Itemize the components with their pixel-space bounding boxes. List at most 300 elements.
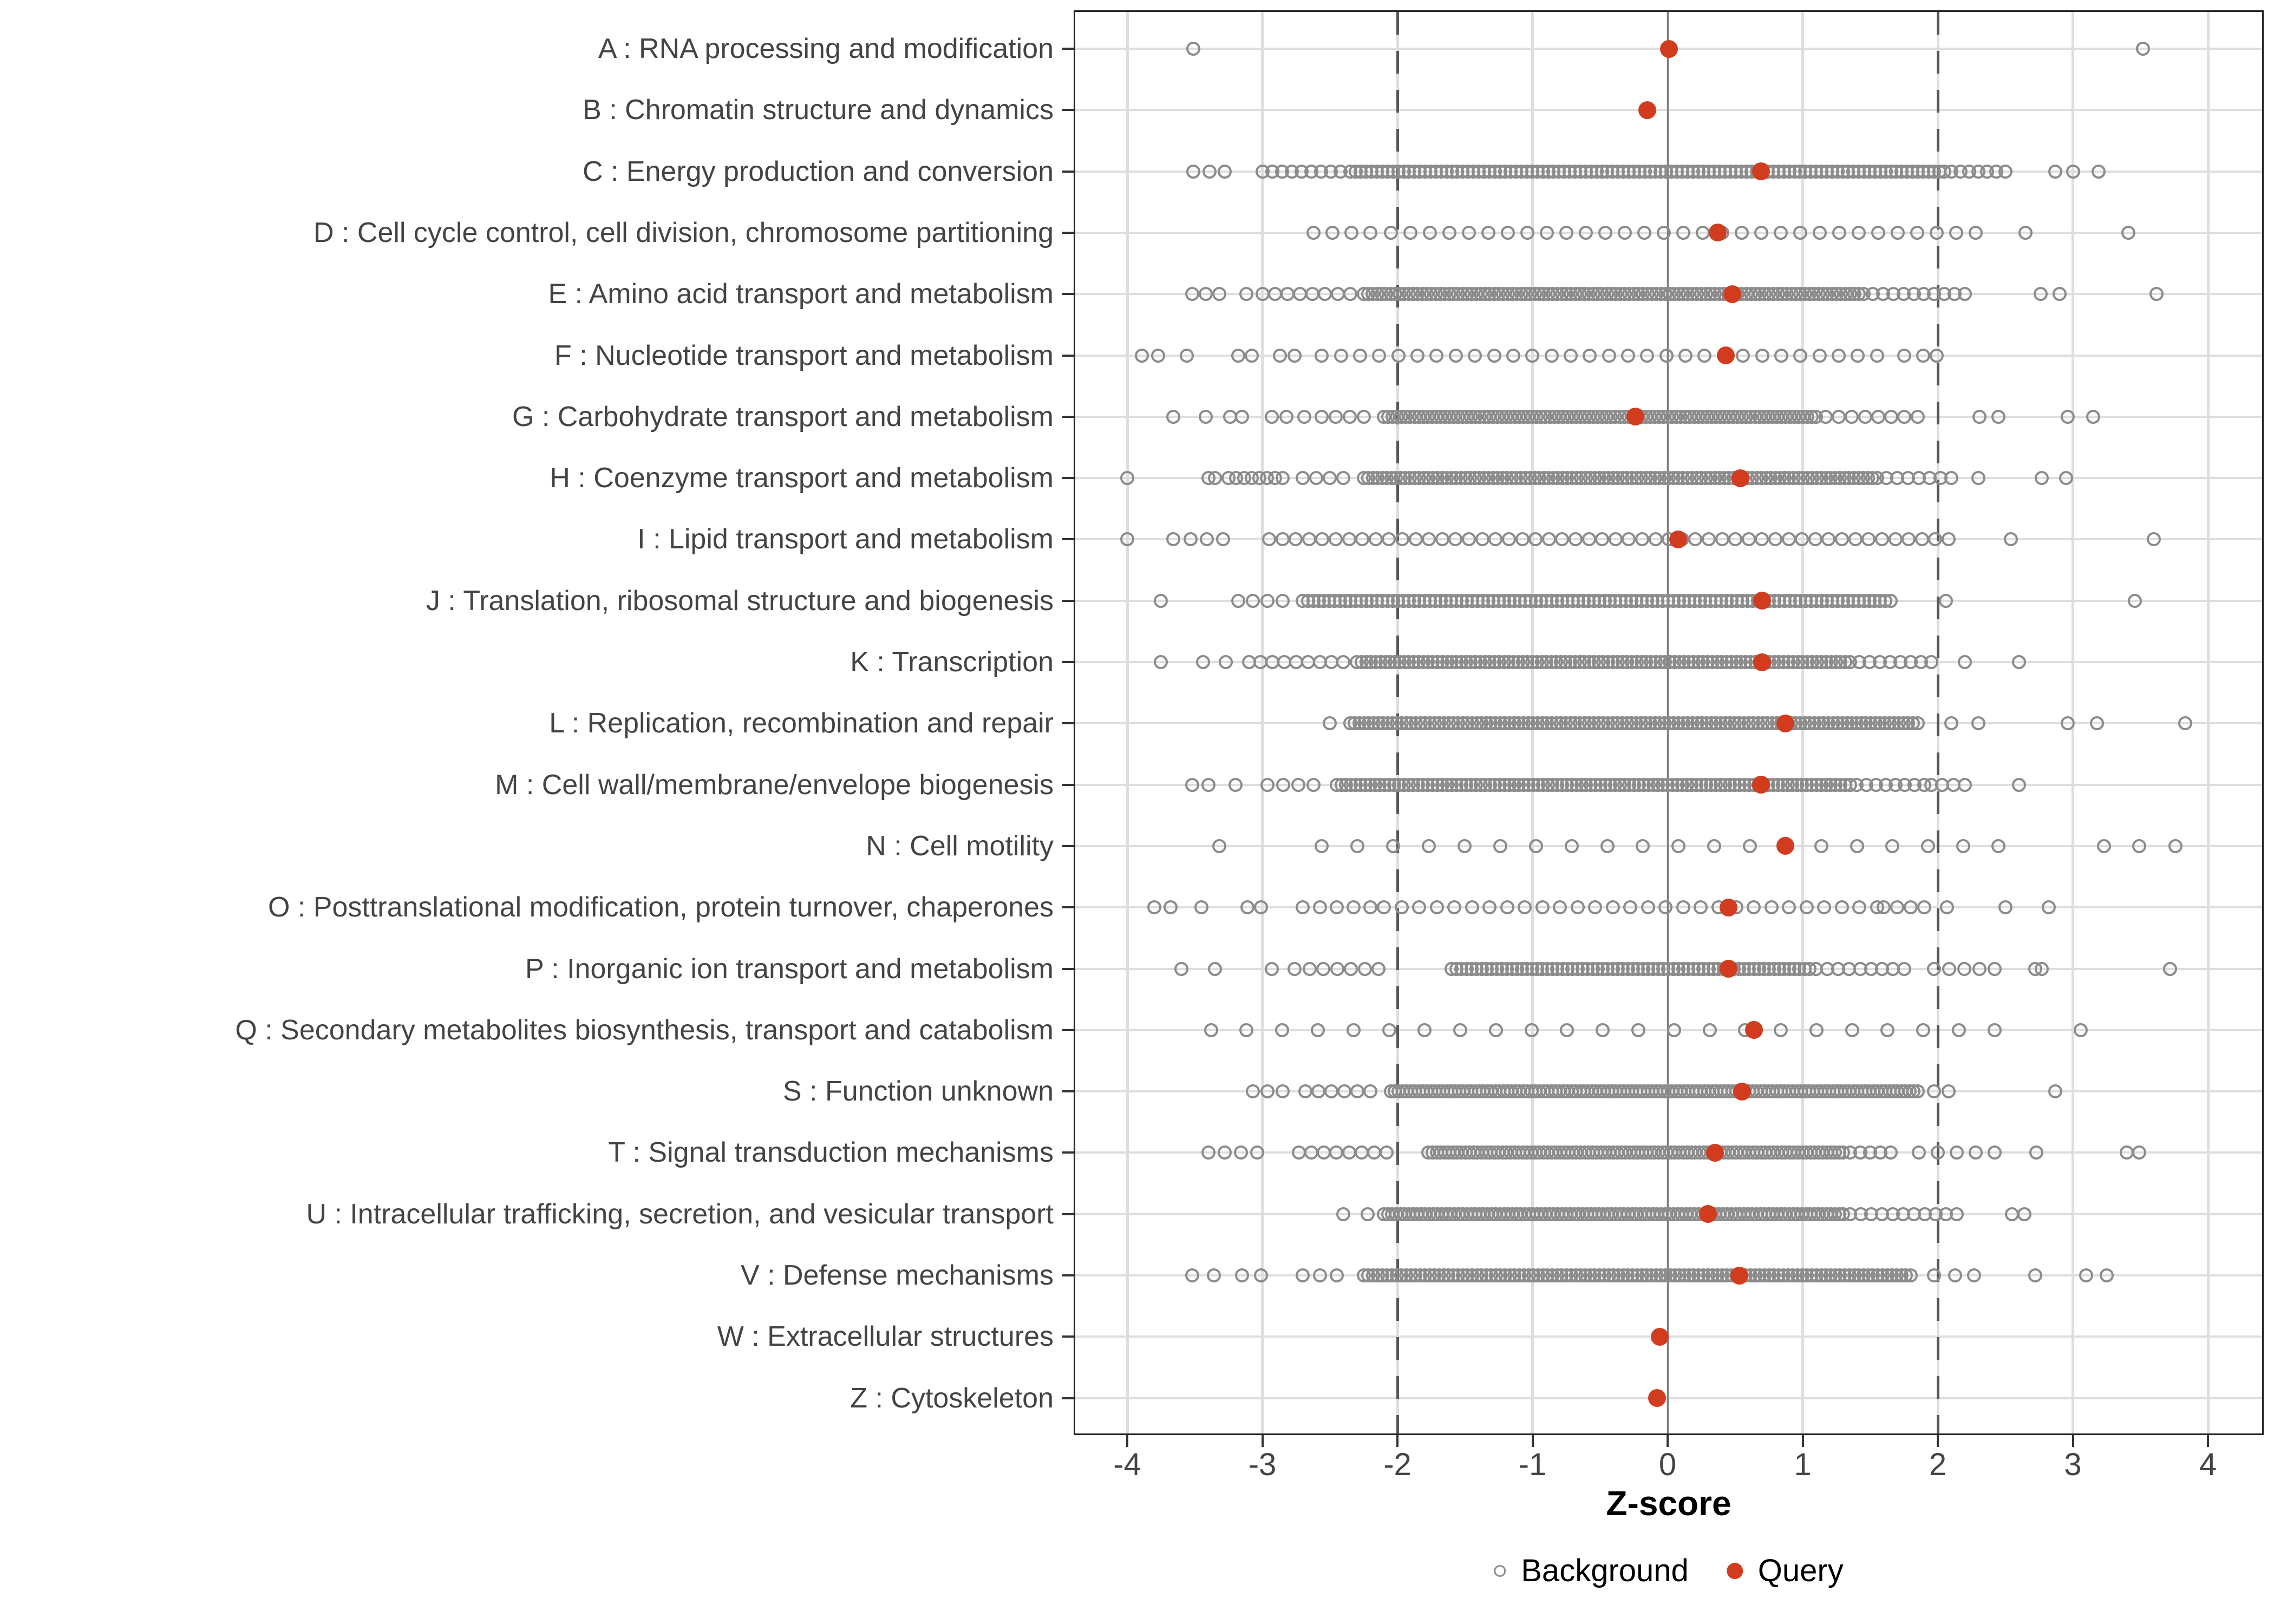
y-axis-tick <box>1062 171 1074 173</box>
y-axis-tick <box>1062 845 1074 847</box>
background-point <box>1291 778 1305 792</box>
background-point <box>1535 900 1550 914</box>
background-point <box>1203 165 1217 179</box>
category-label: D : Cell cycle control, cell division, chromosome partitioning <box>313 217 1054 248</box>
x-axis-tick <box>2072 1435 2074 1447</box>
background-point <box>1911 410 1925 424</box>
category-label: W : Extracellular structures <box>717 1321 1054 1353</box>
x-tick-label: -2 <box>1383 1447 1412 1482</box>
background-point <box>1924 655 1938 669</box>
background-point <box>1357 410 1371 424</box>
background-point <box>1325 226 1339 240</box>
query-point <box>1651 1328 1669 1346</box>
background-point <box>2128 594 2142 608</box>
background-point <box>1565 839 1579 853</box>
background-point <box>1950 1207 1964 1221</box>
query-point <box>1723 285 1741 303</box>
background-point <box>1579 226 1593 240</box>
background-point <box>1832 226 1846 240</box>
x-axis-title: Z-score <box>1606 1484 1731 1523</box>
background-point <box>1988 1023 2002 1037</box>
category-label: L : Replication, recombination and repair <box>549 708 1054 739</box>
category-label: V : Defense mechanisms <box>740 1260 1054 1291</box>
x-axis-tick <box>1262 1435 1264 1447</box>
background-point <box>1640 349 1654 363</box>
background-point <box>1458 839 1472 853</box>
background-point <box>1835 900 1849 914</box>
x-axis-tick <box>1667 1435 1669 1447</box>
category-label: C : Energy production and conversion <box>582 155 1054 187</box>
category-label: O : Posttranslational modification, protein turnover, chaperones <box>267 892 1054 924</box>
y-axis-tick <box>1062 1090 1074 1092</box>
background-point <box>1845 410 1859 424</box>
background-point <box>1889 532 1903 546</box>
background-point <box>1930 349 1944 363</box>
background-point <box>1957 962 1971 976</box>
y-axis-tick <box>1062 1029 1074 1031</box>
background-point <box>1273 349 1287 363</box>
background-point <box>1696 226 1710 240</box>
background-point <box>2163 962 2177 976</box>
background-point <box>1344 962 1358 976</box>
background-point <box>1231 594 1245 608</box>
background-point <box>1971 471 1985 485</box>
background-point <box>1363 226 1377 240</box>
y-axis-tick <box>1062 1274 1074 1276</box>
background-point <box>1276 594 1290 608</box>
background-point <box>1276 1084 1290 1098</box>
x-axis-tick <box>1126 1435 1128 1447</box>
query-point <box>1706 1144 1724 1162</box>
background-point <box>1268 287 1282 301</box>
background-point <box>1288 349 1302 363</box>
legend-query-label: Query <box>1757 1553 1844 1588</box>
background-point <box>1813 349 1827 363</box>
background-point <box>1998 900 2012 914</box>
background-point <box>1755 349 1769 363</box>
x-tick-label: 1 <box>1794 1447 1812 1482</box>
background-point <box>1315 349 1329 363</box>
query-point <box>1731 469 1749 487</box>
category-label: S : Function unknown <box>782 1076 1054 1108</box>
background-point <box>1944 471 1958 485</box>
background-point <box>1774 349 1788 363</box>
category-label: B : Chromatin structure and dynamics <box>583 94 1054 126</box>
background-point <box>2042 900 2056 914</box>
legend-item-background <box>1494 1553 1689 1589</box>
background-point <box>1891 226 1905 240</box>
query-point <box>1648 1389 1666 1407</box>
background-point <box>2178 716 2192 730</box>
background-point <box>1520 226 1534 240</box>
background-point <box>1361 1207 1375 1221</box>
background-point <box>1201 778 1216 792</box>
background-point <box>1501 226 1515 240</box>
background-point <box>1218 165 1232 179</box>
background-point <box>2121 226 2135 240</box>
background-point <box>1972 410 1987 424</box>
background-point <box>1306 226 1321 240</box>
background-point <box>1515 532 1530 546</box>
y-axis-tick <box>1062 1213 1074 1215</box>
background-point <box>1234 1145 1248 1160</box>
background-point <box>1851 349 1865 363</box>
category-label: K : Transcription <box>850 646 1054 678</box>
y-axis-tick <box>1062 722 1074 724</box>
background-point <box>1185 1268 1199 1282</box>
background-point <box>1774 226 1788 240</box>
background-point <box>1276 471 1290 485</box>
x-tick-label: 0 <box>1658 1447 1677 1482</box>
background-point <box>2004 532 2018 546</box>
query-point <box>1730 1267 1748 1285</box>
query-dot-icon <box>1727 1563 1743 1579</box>
background-point <box>1915 532 1929 546</box>
background-point <box>1793 349 1807 363</box>
x-axis-tick <box>1802 1435 1804 1447</box>
background-point <box>1676 226 1690 240</box>
y-axis-tick <box>1062 416 1074 418</box>
y-axis-tick <box>1062 1151 1074 1154</box>
background-point <box>1884 410 1898 424</box>
background-point <box>1609 532 1623 546</box>
background-point <box>1850 839 1864 853</box>
background-point <box>1329 410 1343 424</box>
background-point <box>1525 1023 1539 1037</box>
background-point <box>1347 900 1361 914</box>
x-axis-tick <box>2207 1435 2209 1447</box>
background-point <box>2018 226 2033 240</box>
background-point <box>1275 1023 1289 1037</box>
background-point <box>1958 778 1972 792</box>
background-point <box>1606 900 1620 914</box>
background-point <box>1212 839 1226 853</box>
background-point <box>1506 349 1520 363</box>
background-point <box>1911 716 1925 730</box>
query-point <box>1776 715 1794 732</box>
background-point <box>1355 1145 1369 1160</box>
background-point <box>1529 839 1543 853</box>
background-point <box>2132 1145 2146 1160</box>
background-point <box>2048 165 2062 179</box>
background-point <box>1481 226 1495 240</box>
background-point <box>1958 655 1972 669</box>
category-label: M : Cell wall/membrane/envelope biogenesis <box>495 769 1054 801</box>
background-point <box>1313 1268 1327 1282</box>
background-point <box>1315 839 1329 853</box>
x-tick-label: 2 <box>1929 1447 1947 1482</box>
background-point <box>1422 839 1436 853</box>
background-point <box>1331 287 1345 301</box>
background-point <box>2034 287 2048 301</box>
category-label: G : Carbohydrate transport and metabolism <box>512 401 1054 433</box>
background-point <box>1395 900 1409 914</box>
background-point <box>1600 839 1615 853</box>
background-point <box>1582 532 1596 546</box>
background-point <box>1344 226 1358 240</box>
background-point <box>1972 962 1987 976</box>
legend-item-query <box>1727 1553 1844 1589</box>
background-point <box>1465 900 1479 914</box>
category-label: E : Amino acid transport and metabolism <box>548 278 1054 310</box>
query-point <box>1717 346 1735 364</box>
background-point <box>1988 962 2002 976</box>
background-point <box>1449 349 1463 363</box>
category-label: I : Lipid transport and metabolism <box>637 523 1054 555</box>
background-point <box>1870 349 1884 363</box>
background-point <box>1174 962 1188 976</box>
background-point <box>2097 839 2111 853</box>
background-point <box>1813 226 1827 240</box>
background-point <box>1297 410 1311 424</box>
background-point <box>1343 287 1357 301</box>
background-point <box>1196 655 1210 669</box>
query-point <box>1776 837 1794 855</box>
background-point <box>1151 349 1165 363</box>
background-point <box>1246 594 1260 608</box>
background-point <box>1302 532 1316 546</box>
background-point <box>1250 1145 1264 1160</box>
background-point <box>1423 226 1437 240</box>
background-point <box>2012 778 2026 792</box>
background-point <box>1493 839 1507 853</box>
background-point <box>1910 226 1924 240</box>
background-point <box>1293 287 1307 301</box>
background-point <box>1782 532 1796 546</box>
y-axis-tick <box>1062 1335 1074 1338</box>
background-point <box>1382 1023 1396 1037</box>
background-point <box>1199 410 1213 424</box>
background-point <box>1545 349 1559 363</box>
background-point <box>1998 165 2012 179</box>
background-point <box>1229 778 1243 792</box>
background-point <box>1916 349 1930 363</box>
x-axis-tick <box>1532 1435 1534 1447</box>
x-axis-tick <box>1937 1435 1939 1447</box>
background-point <box>1885 839 1899 853</box>
background-point <box>2059 471 2073 485</box>
background-point <box>1254 1268 1268 1282</box>
background-point <box>1489 1023 1503 1037</box>
background-point <box>1475 532 1489 546</box>
background-point <box>1621 349 1635 363</box>
background-point <box>1260 594 1275 608</box>
query-point <box>1720 899 1737 916</box>
category-label: Z : Cytoskeleton <box>850 1382 1054 1414</box>
background-point <box>2035 962 2049 976</box>
background-point <box>1166 410 1180 424</box>
background-point <box>1409 532 1423 546</box>
x-tick-label: 3 <box>2064 1447 2082 1482</box>
legend-background-label: Background <box>1521 1553 1689 1588</box>
background-point <box>1809 1023 1824 1037</box>
background-point <box>1637 226 1651 240</box>
background-point <box>1343 410 1357 424</box>
x-tick-label: -1 <box>1518 1447 1547 1482</box>
x-tick-label: 4 <box>2199 1447 2217 1482</box>
background-point <box>1571 900 1585 914</box>
background-point <box>1154 594 1168 608</box>
background-point <box>1659 349 1674 363</box>
background-point <box>1311 1023 1325 1037</box>
x-tick-label: -3 <box>1248 1447 1277 1482</box>
background-point <box>1350 839 1364 853</box>
background-point <box>1372 349 1386 363</box>
background-point <box>1391 349 1406 363</box>
background-point <box>1403 226 1417 240</box>
background-point <box>2048 1084 2062 1098</box>
background-point <box>2012 655 2026 669</box>
category-label: U : Intracellular trafficking, secretion, and vesicular transport <box>306 1198 1054 1230</box>
category-label: Q : Secondary metabolites biosynthesis, transport and catabolism <box>235 1014 1054 1046</box>
background-point <box>1631 1023 1645 1037</box>
background-point <box>1988 1145 2002 1160</box>
background-point <box>2028 1268 2042 1282</box>
query-point <box>1752 162 1770 180</box>
background-point <box>1336 1207 1350 1221</box>
y-axis-tick <box>1062 355 1074 357</box>
background-point <box>1848 532 1863 546</box>
y-axis-tick <box>1062 293 1074 295</box>
background-point <box>1313 900 1327 914</box>
background-point <box>1384 226 1398 240</box>
background-point <box>1204 1023 1218 1037</box>
background-point <box>1971 716 1985 730</box>
background-point <box>1884 594 1898 608</box>
background-point <box>1218 1145 1232 1160</box>
background-point <box>1540 226 1554 240</box>
background-point <box>1832 410 1846 424</box>
query-point <box>1638 101 1656 119</box>
background-point <box>2086 410 2100 424</box>
y-axis-tick <box>1062 48 1074 50</box>
background-point <box>2132 839 2146 853</box>
background-point <box>1598 226 1612 240</box>
y-axis-tick <box>1062 477 1074 479</box>
background-point <box>1602 349 1616 363</box>
background-point <box>1969 226 1983 240</box>
background-point <box>1468 349 1482 363</box>
background-point <box>1897 410 1911 424</box>
background-point <box>1897 349 1911 363</box>
category-label: A : RNA processing and modification <box>598 33 1054 64</box>
background-point <box>1939 594 1953 608</box>
background-point <box>1164 900 1178 914</box>
background-point <box>1754 226 1768 240</box>
y-axis-tick <box>1062 968 1074 970</box>
background-point <box>1858 410 1872 424</box>
background-point <box>1942 1084 1956 1098</box>
background-point <box>2066 165 2080 179</box>
background-point <box>1927 962 1941 976</box>
background-point <box>1201 1145 1216 1160</box>
background-point <box>1303 962 1317 976</box>
background-point <box>1657 226 1671 240</box>
background-point <box>1942 962 1956 976</box>
background-point <box>1736 349 1750 363</box>
background-point <box>2061 410 2075 424</box>
background-point <box>1429 349 1443 363</box>
background-point <box>1559 226 1573 240</box>
background-point <box>1330 962 1344 976</box>
x-axis-tick <box>1396 1435 1399 1447</box>
background-point <box>1596 1023 1610 1037</box>
category-label: P : Inorganic ion transport and metabolism <box>525 953 1054 985</box>
background-point <box>2061 716 2075 730</box>
background-point <box>1410 349 1424 363</box>
background-point <box>1991 839 2005 853</box>
y-axis-tick <box>1062 661 1074 663</box>
background-point <box>1832 349 1846 363</box>
background-point <box>1212 287 1226 301</box>
background-point <box>1852 226 1866 240</box>
background-point <box>1417 1023 1432 1037</box>
background-point <box>1676 900 1690 914</box>
background-point <box>1707 839 1721 853</box>
background-point <box>1884 1145 1898 1160</box>
background-point <box>1280 287 1295 301</box>
background-circle-icon <box>1494 1565 1506 1577</box>
background-point <box>1897 962 1911 976</box>
y-axis-tick <box>1062 109 1074 111</box>
background-point <box>2168 839 2182 853</box>
background-point <box>1180 349 1194 363</box>
background-point <box>1430 900 1444 914</box>
background-point <box>1276 532 1290 546</box>
background-point <box>1231 349 1245 363</box>
background-point <box>1208 962 1222 976</box>
background-point <box>1185 778 1199 792</box>
background-point <box>1462 226 1476 240</box>
background-point <box>1315 410 1329 424</box>
background-point <box>1649 532 1663 546</box>
background-point <box>1363 1084 1377 1098</box>
background-point <box>1260 778 1275 792</box>
background-point <box>1330 1268 1344 1282</box>
query-point <box>1752 776 1770 794</box>
background-point <box>1774 1023 1788 1037</box>
background-point <box>1958 287 1972 301</box>
background-point <box>2092 165 2106 179</box>
background-point <box>1715 532 1729 546</box>
background-point <box>1246 1084 1260 1098</box>
category-label: J : Translation, ribosomal structure and biogenesis <box>426 585 1054 617</box>
query-point <box>1626 408 1644 425</box>
background-point <box>1186 165 1200 179</box>
background-point <box>1239 287 1253 301</box>
background-point <box>1135 349 1149 363</box>
background-point <box>1956 839 1970 853</box>
background-point <box>1500 900 1514 914</box>
background-point <box>1667 1023 1681 1037</box>
y-axis-tick <box>1062 232 1074 234</box>
background-point <box>1336 655 1350 669</box>
background-point <box>1800 900 1814 914</box>
background-point <box>1442 226 1456 240</box>
background-point <box>1288 962 1302 976</box>
background-point <box>1904 1268 1918 1282</box>
background-point <box>2017 1207 2031 1221</box>
background-point <box>1353 349 1367 363</box>
query-point <box>1709 224 1727 241</box>
background-point <box>2100 1268 2114 1282</box>
background-point <box>1342 532 1356 546</box>
background-point <box>1564 349 1578 363</box>
y-axis-tick <box>1062 600 1074 602</box>
background-point <box>1735 226 1749 240</box>
background-point <box>1207 1268 1221 1282</box>
background-point <box>1358 962 1372 976</box>
